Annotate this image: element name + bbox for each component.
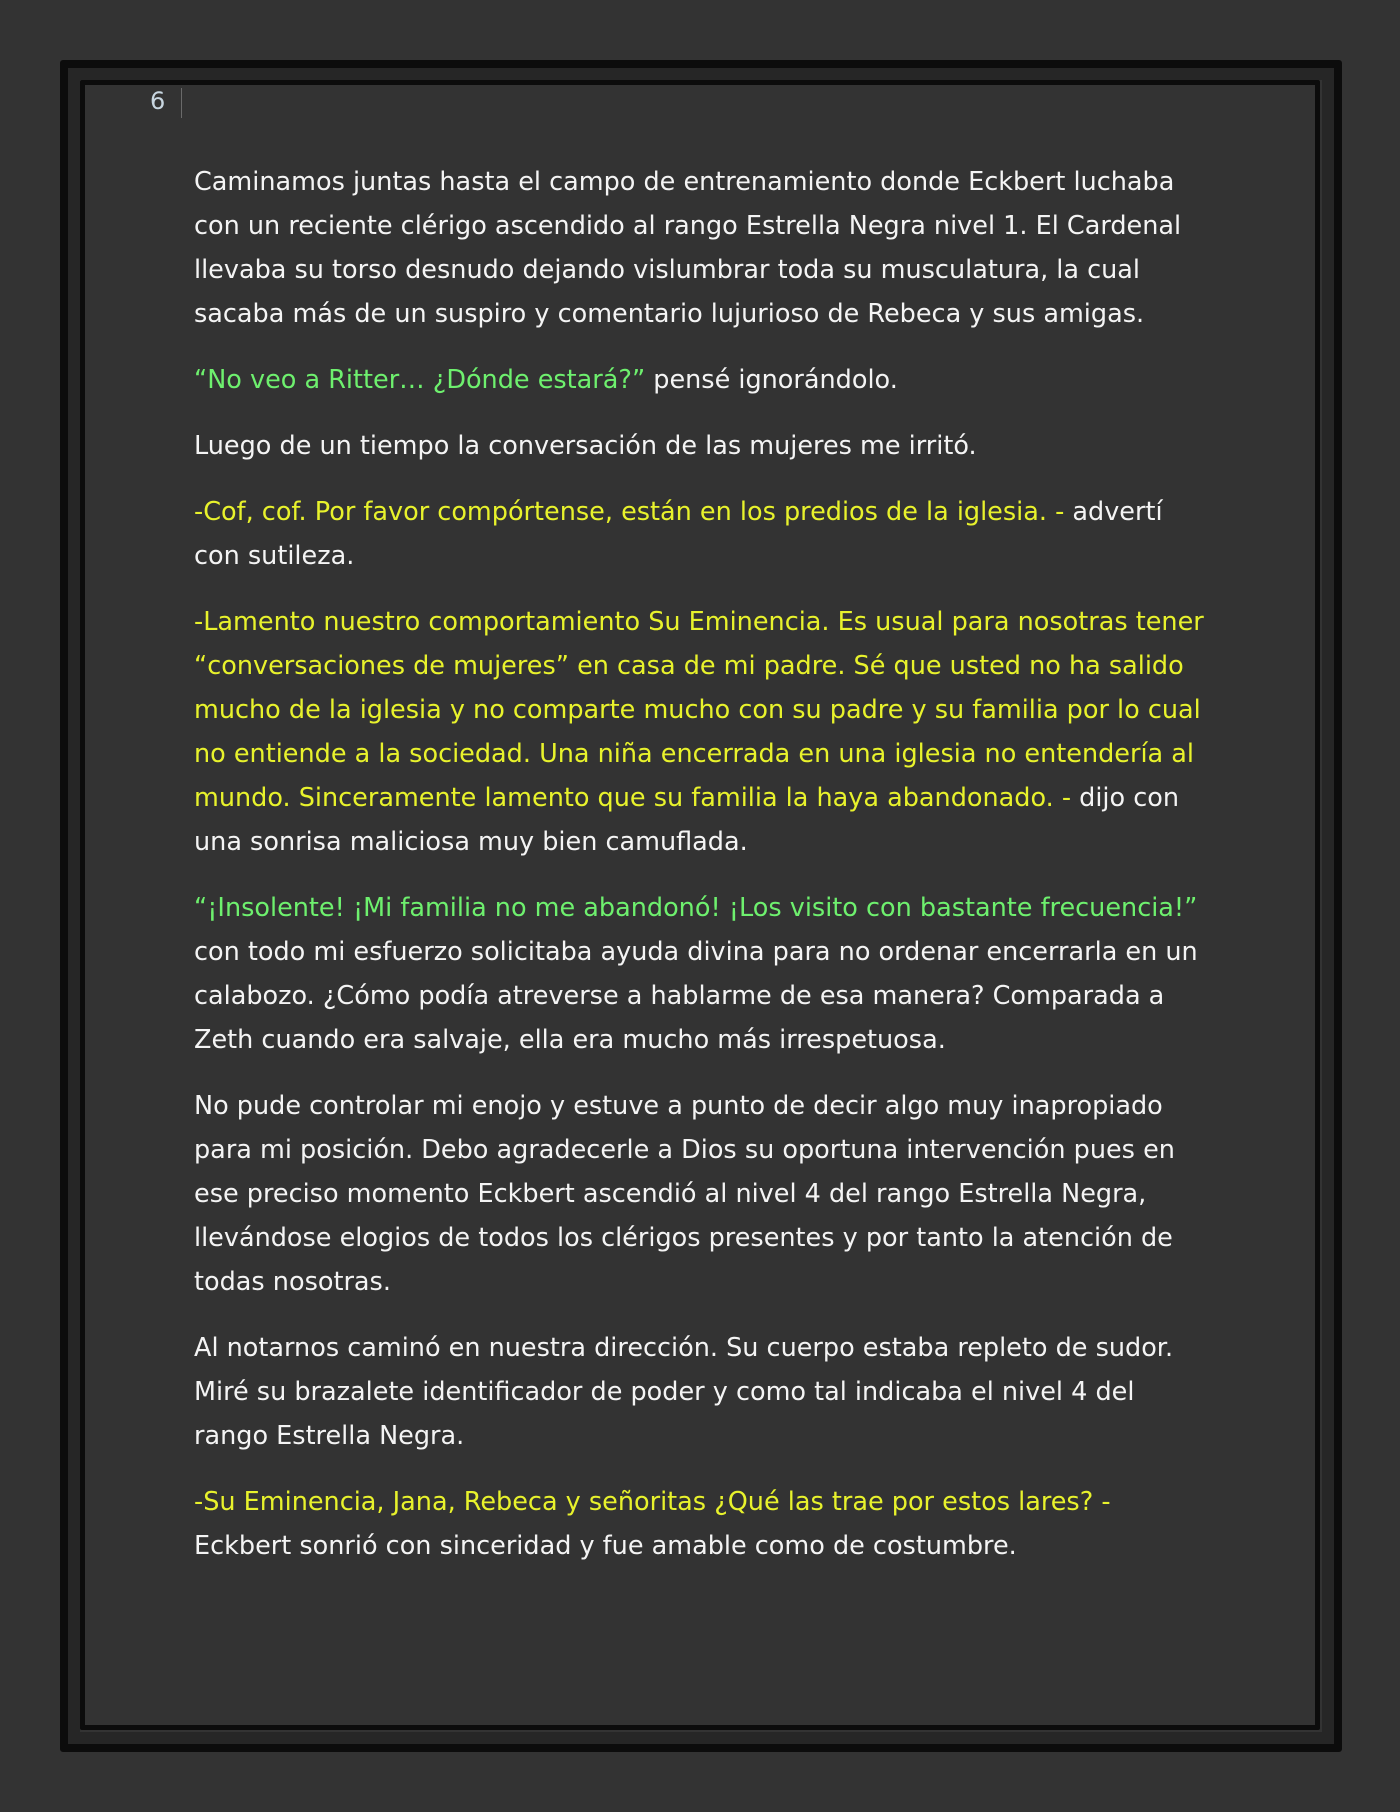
paragraph-5 xyxy=(194,600,1209,864)
paragraph-9 xyxy=(194,1480,1209,1568)
page-number-divider xyxy=(181,88,182,118)
narration-text: advertí con sutileza. xyxy=(194,497,1163,571)
narration-text: pensé ignorándolo. xyxy=(645,365,898,395)
paragraph-8 xyxy=(194,1326,1209,1458)
paragraph-1 xyxy=(194,160,1209,336)
narration-text: Eckbert sonrió con sinceridad y fue amable como de costumbre. xyxy=(194,1531,1017,1561)
page-number: 6 xyxy=(150,87,166,115)
paragraph-7 xyxy=(194,1084,1209,1304)
narration-text: Al notarnos caminó en nuestra dirección. Su cuerpo estaba repleto de sudor. Miré su brazalete identificador de poder y como tal indicaba el nivel 4 del rango Estrella Negra. xyxy=(194,1333,1174,1451)
dialogue-text: -Lamento nuestro comportamiento Su Eminencia. Es usual para nosotras tener “conversaciones de mujeres” en casa de mi padre. Sé que usted no ha salido mucho de la iglesia y no comparte mucho con su padre y su familia por lo cual no entiende a la sociedad. Una niña encerrada en una iglesia no entendería al mundo. Sinceramente lamento que su familia la haya abandonado. - xyxy=(194,607,1204,813)
narration-text: Luego de un tiempo la conversación de las mujeres me irritó. xyxy=(194,431,977,461)
paragraph-6 xyxy=(194,886,1209,1062)
paragraph-3 xyxy=(194,424,1209,468)
narration-text: No pude controlar mi enojo y estuve a punto de decir algo muy inapropiado para mi posición. Debo agradecerle a Dios su oportuna intervención pues en ese preciso momento Eckbert ascendió al nivel 4 del rango Estrella Negra, llevándose elogios de todos los clérigos presentes y por tanto la atención de todas nosotras. xyxy=(194,1091,1175,1297)
paragraph-2 xyxy=(194,358,1209,402)
paragraph-4 xyxy=(194,490,1209,578)
dialogue-text: -Su Eminencia, Jana, Rebeca y señoritas ¿Qué las trae por estos lares? - xyxy=(194,1487,1111,1517)
story-text xyxy=(194,160,1209,1590)
dialogue-text: -Cof, cof. Por favor compórtense, están en los predios de la iglesia. - xyxy=(194,497,1065,527)
narration-text: dijo con una sonrisa maliciosa muy bien camuflada. xyxy=(194,783,1179,857)
thought-text: “No veo a Ritter… ¿Dónde estará?” xyxy=(194,365,646,395)
thought-text: “¡Insolente! ¡Mi familia no me abandonó! ¡Los visito con bastante frecuencia!” xyxy=(194,893,1198,923)
narration-text: Caminamos juntas hasta el campo de entrenamiento donde Eckbert luchaba con un reciente clérigo ascendido al rango Estrella Negra nivel 1. El Cardenal llevaba su torso desnudo dejando vislumbrar toda su musculatura, la cual sacaba más de un suspiro y comentario lujurioso de Rebeca y sus amigas. xyxy=(194,167,1182,329)
narration-text: con todo mi esfuerzo solicitaba ayuda divina para no ordenar encerrarla en un calabozo. ¿Cómo podía atreverse a hablarme de esa manera? Comparada a Zeth cuando era salvaje, ella era mucho más irrespetuosa. xyxy=(194,937,1198,1055)
